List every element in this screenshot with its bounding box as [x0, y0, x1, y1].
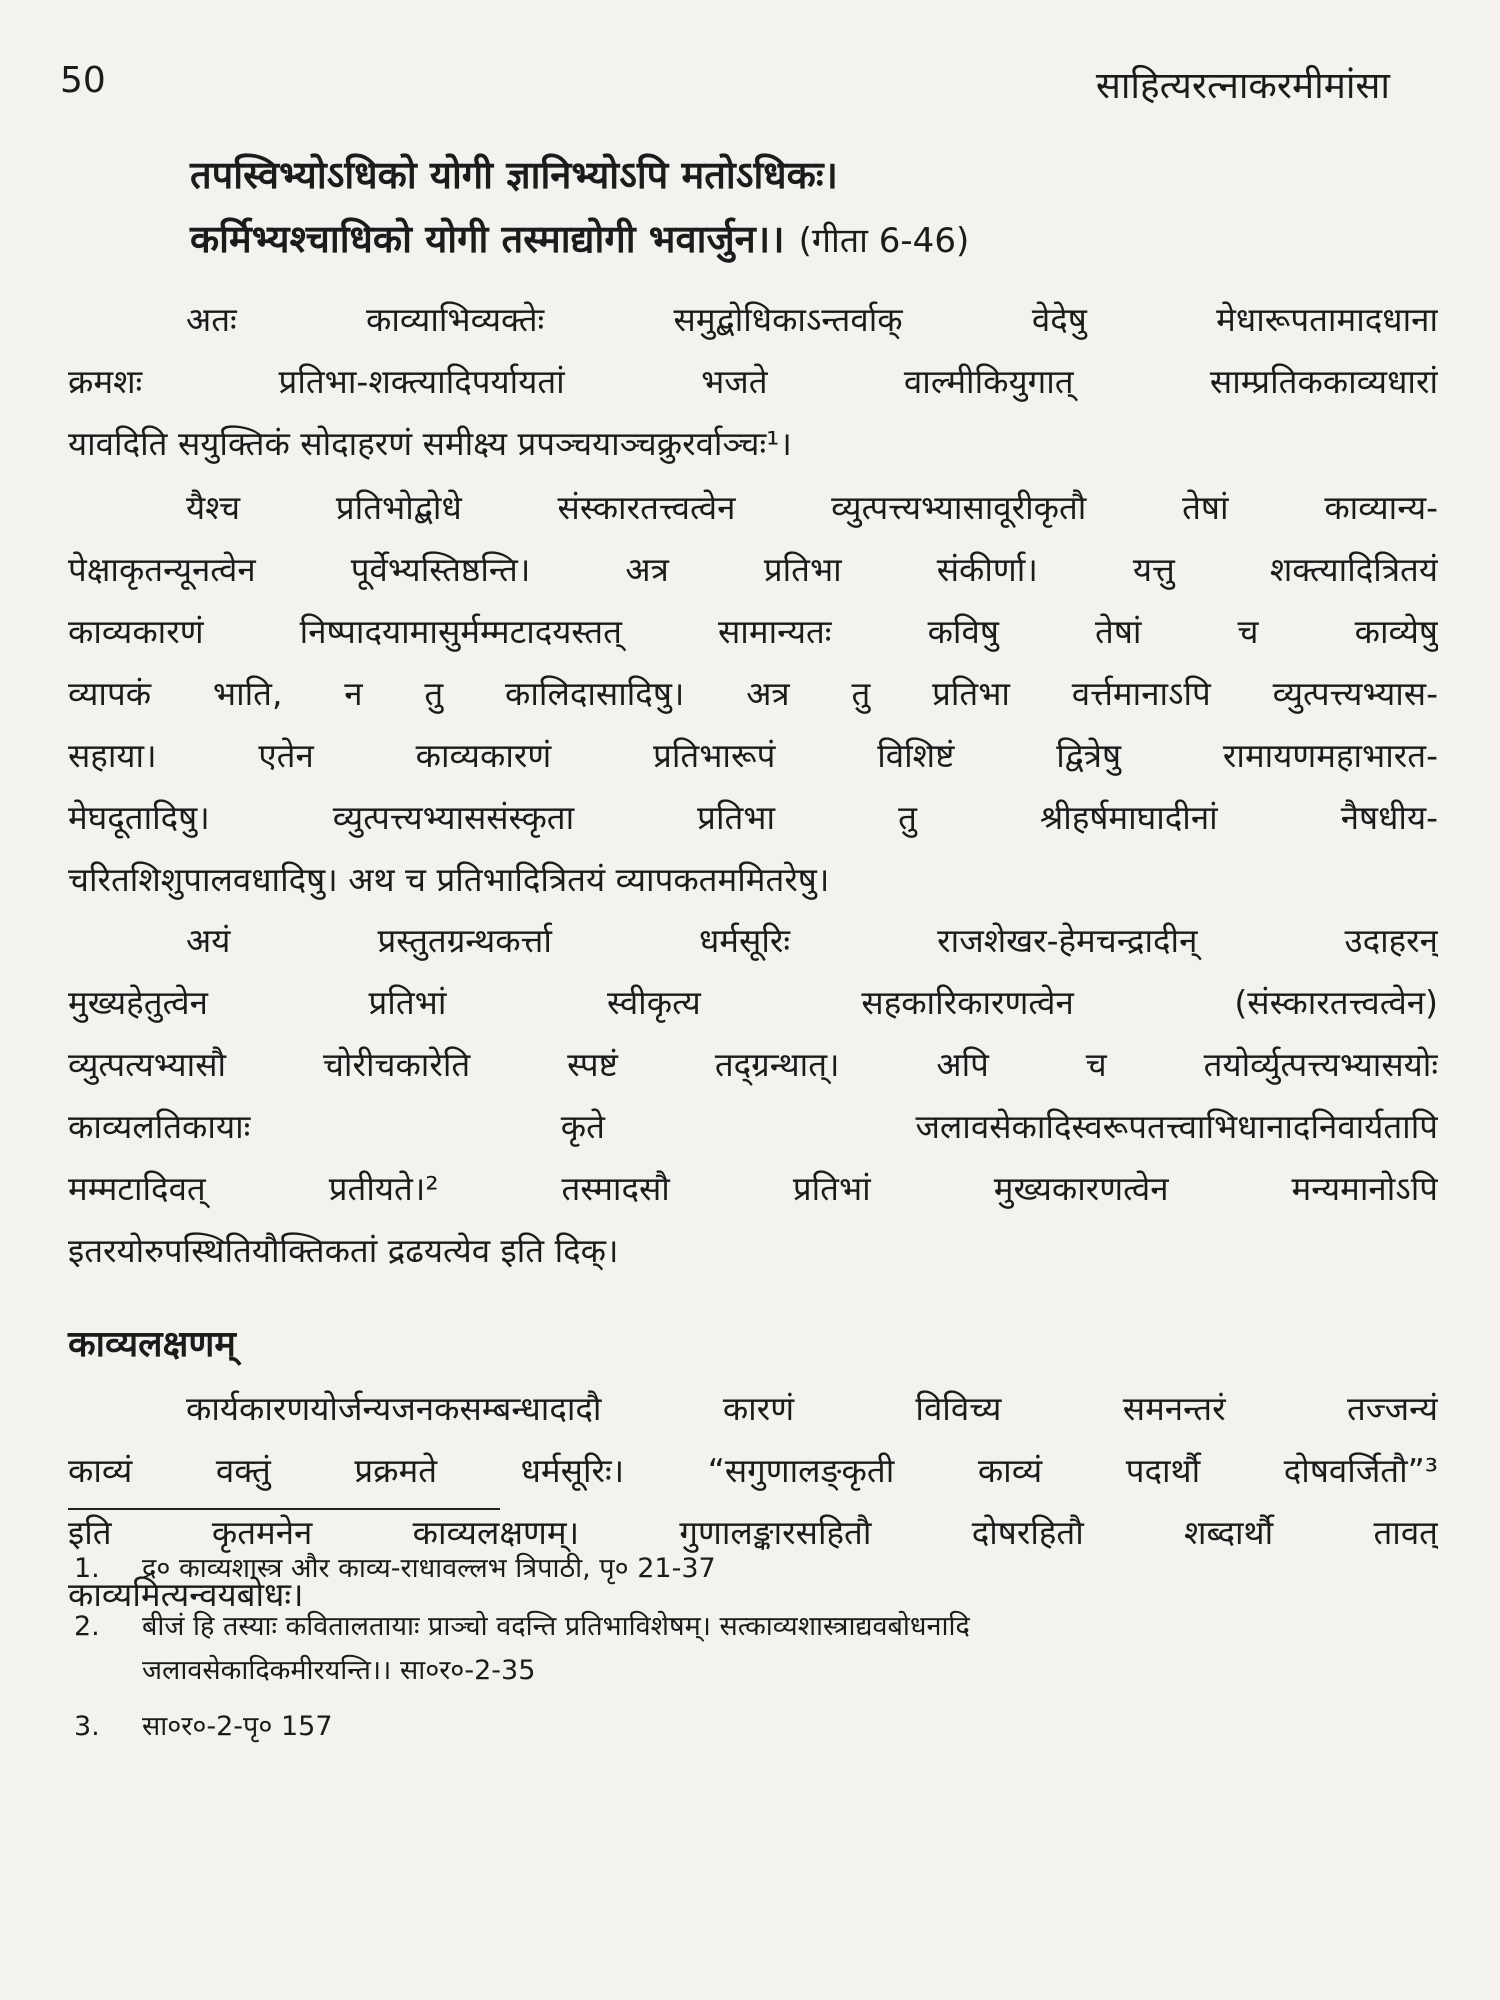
text-line: पेक्षाकृतन्यूनत्वेन पूर्वेभ्यस्तिष्ठन्ति। अत्र प्रतिभा संकीर्णा। यत्तु शक्त्यादित्रितयं: [68, 550, 1438, 589]
paragraph-3: [68, 910, 1438, 1282]
text-line: व्यापकं भाति, न तु कालिदासादिषु। अत्र तु प्रतिभा वर्त्तमानाऽपि व्युत्पत्त्यभ्यास-: [68, 674, 1438, 713]
text-line: काव्यकारणं निष्पादयामासुर्मम्मटादयस्तत् सामान्यतः कविषु तेषां च काव्येषु: [68, 612, 1438, 651]
text-line: काव्यं वक्तुं प्रक्रमते धर्मसूरिः। “सगुणालङ्कृती काव्यं पदार्थौ दोषवर्जितौ”³: [68, 1451, 1438, 1490]
text-line: मम्मटादिवत् प्रतीयते।² तस्मादसौ प्रतिभां मुख्यकारणत्वेन मन्यमानोऽपि: [68, 1169, 1438, 1208]
paragraph-2: [68, 477, 1438, 911]
footnote-divider: [68, 1508, 500, 1510]
text-line: क्रमशः प्रतिभा-शक्त्यादिपर्यायतां भजते वाल्मीकियुगात् साम्प्रतिककाव्यधारां: [68, 362, 1438, 401]
text-line: इति कृतमनेन काव्यलक्षणम्। गुणालङ्कारसहितौ दोषरहितौ शब्दार्थौ तावत्: [68, 1513, 1438, 1552]
text-line: कार्यकारणयोर्जन्यजनकसम्बन्धादादौ कारणं विविच्य समनन्तरं तज्जन्यं: [186, 1389, 1438, 1428]
text-line: यैश्च प्रतिभोद्बोधे संस्कारतत्त्वत्वेन व्युत्पत्त्यभ्यासावूरीकृतौ तेषां काव्यान्य-: [186, 488, 1438, 527]
text-line: मेघदूतादिषु। व्युत्पत्त्यभ्याससंस्कृता प्रतिभा तु श्रीहर्षमाघादीनां नैषधीय-: [68, 798, 1438, 837]
text-line: अतः काव्याभिव्यक्तेः समुद्बोधिकाऽन्तर्वाक् वेदेषु मेधारूपतामादधाना: [186, 300, 1438, 339]
footnote-2-continuation: जलावसेकादिकमीरयन्ति।। सा०र०-2-35: [142, 1655, 536, 1686]
text-line: काव्यमित्यन्वयबोधः।: [68, 1575, 304, 1614]
text-line: व्युत्पत्यभ्यासौ चोरीचकारेति स्पष्टं तद्ग्रन्थात्। अपि च तयोर्व्युत्पत्त्यभ्यासयोः: [68, 1045, 1438, 1084]
footnote-3: 3. सा०र०-2-पृ० 157: [74, 1711, 333, 1742]
page-number: 50: [60, 60, 106, 101]
section-paragraph: [68, 1378, 1438, 1626]
text-line: अयं प्रस्तुतग्रन्थकर्त्ता धर्मसूरिः राजशेखर-हेमचन्द्रादीन् उदाहरन्: [186, 921, 1438, 960]
text-line: काव्यलतिकायाः कृते जलावसेकादिस्वरूपतत्त्वाभिधानादनिवार्यतापि: [68, 1107, 1438, 1146]
section-heading: काव्यलक्षणम्: [68, 1324, 236, 1365]
verse-line-1: तपस्विभ्योऽधिको योगी ज्ञानिभ्योऽपि मतोऽधिकः।: [190, 153, 838, 197]
text-line: यावदिति सयुक्तिकं सोदाहरणं समीक्ष्य प्रपञ्चयाञ्चक्रुरर्वाञ्चः¹।: [68, 424, 792, 463]
paragraph-1: [68, 289, 1438, 475]
verse-reference: (गीता 6-46): [798, 221, 970, 261]
text-line: इतरयोरुपस्थितियौक्तिकतां द्रढयत्येव इति दिक्।: [68, 1231, 619, 1270]
footnote-2: 2. बीजं हि तस्याः कवितालतायाः प्राञ्चो वदन्ति प्रतिभाविशेषम्। सत्काव्यशास्त्राद्यवबोधनादि: [74, 1611, 970, 1642]
verse-line-2: कर्मिभ्यश्चाधिको योगी तस्माद्योगी भवार्जुन।। (गीता 6-46): [190, 217, 970, 261]
text-line: मुख्यहेतुत्वेन प्रतिभां स्वीकृत्य सहकारिकारणत्वेन (संस्कारतत्त्वत्वेन): [68, 983, 1438, 1022]
text-line: चरितशिशुपालवधादिषु। अथ च प्रतिभादित्रितयं व्यापकतममितरेषु।: [68, 860, 830, 899]
footnote-1: 1. द्र० काव्यशास्त्र और काव्य-राधावल्लभ त्रिपाठी, पृ० 21-37: [74, 1553, 716, 1584]
text-line: सहाया। एतेन काव्यकारणं प्रतिभारूपं विशिष्टं द्वित्रेषु रामायणमहाभारत-: [68, 736, 1438, 775]
running-title: साहित्यरत्नाकरमीमांसा: [1095, 64, 1390, 107]
